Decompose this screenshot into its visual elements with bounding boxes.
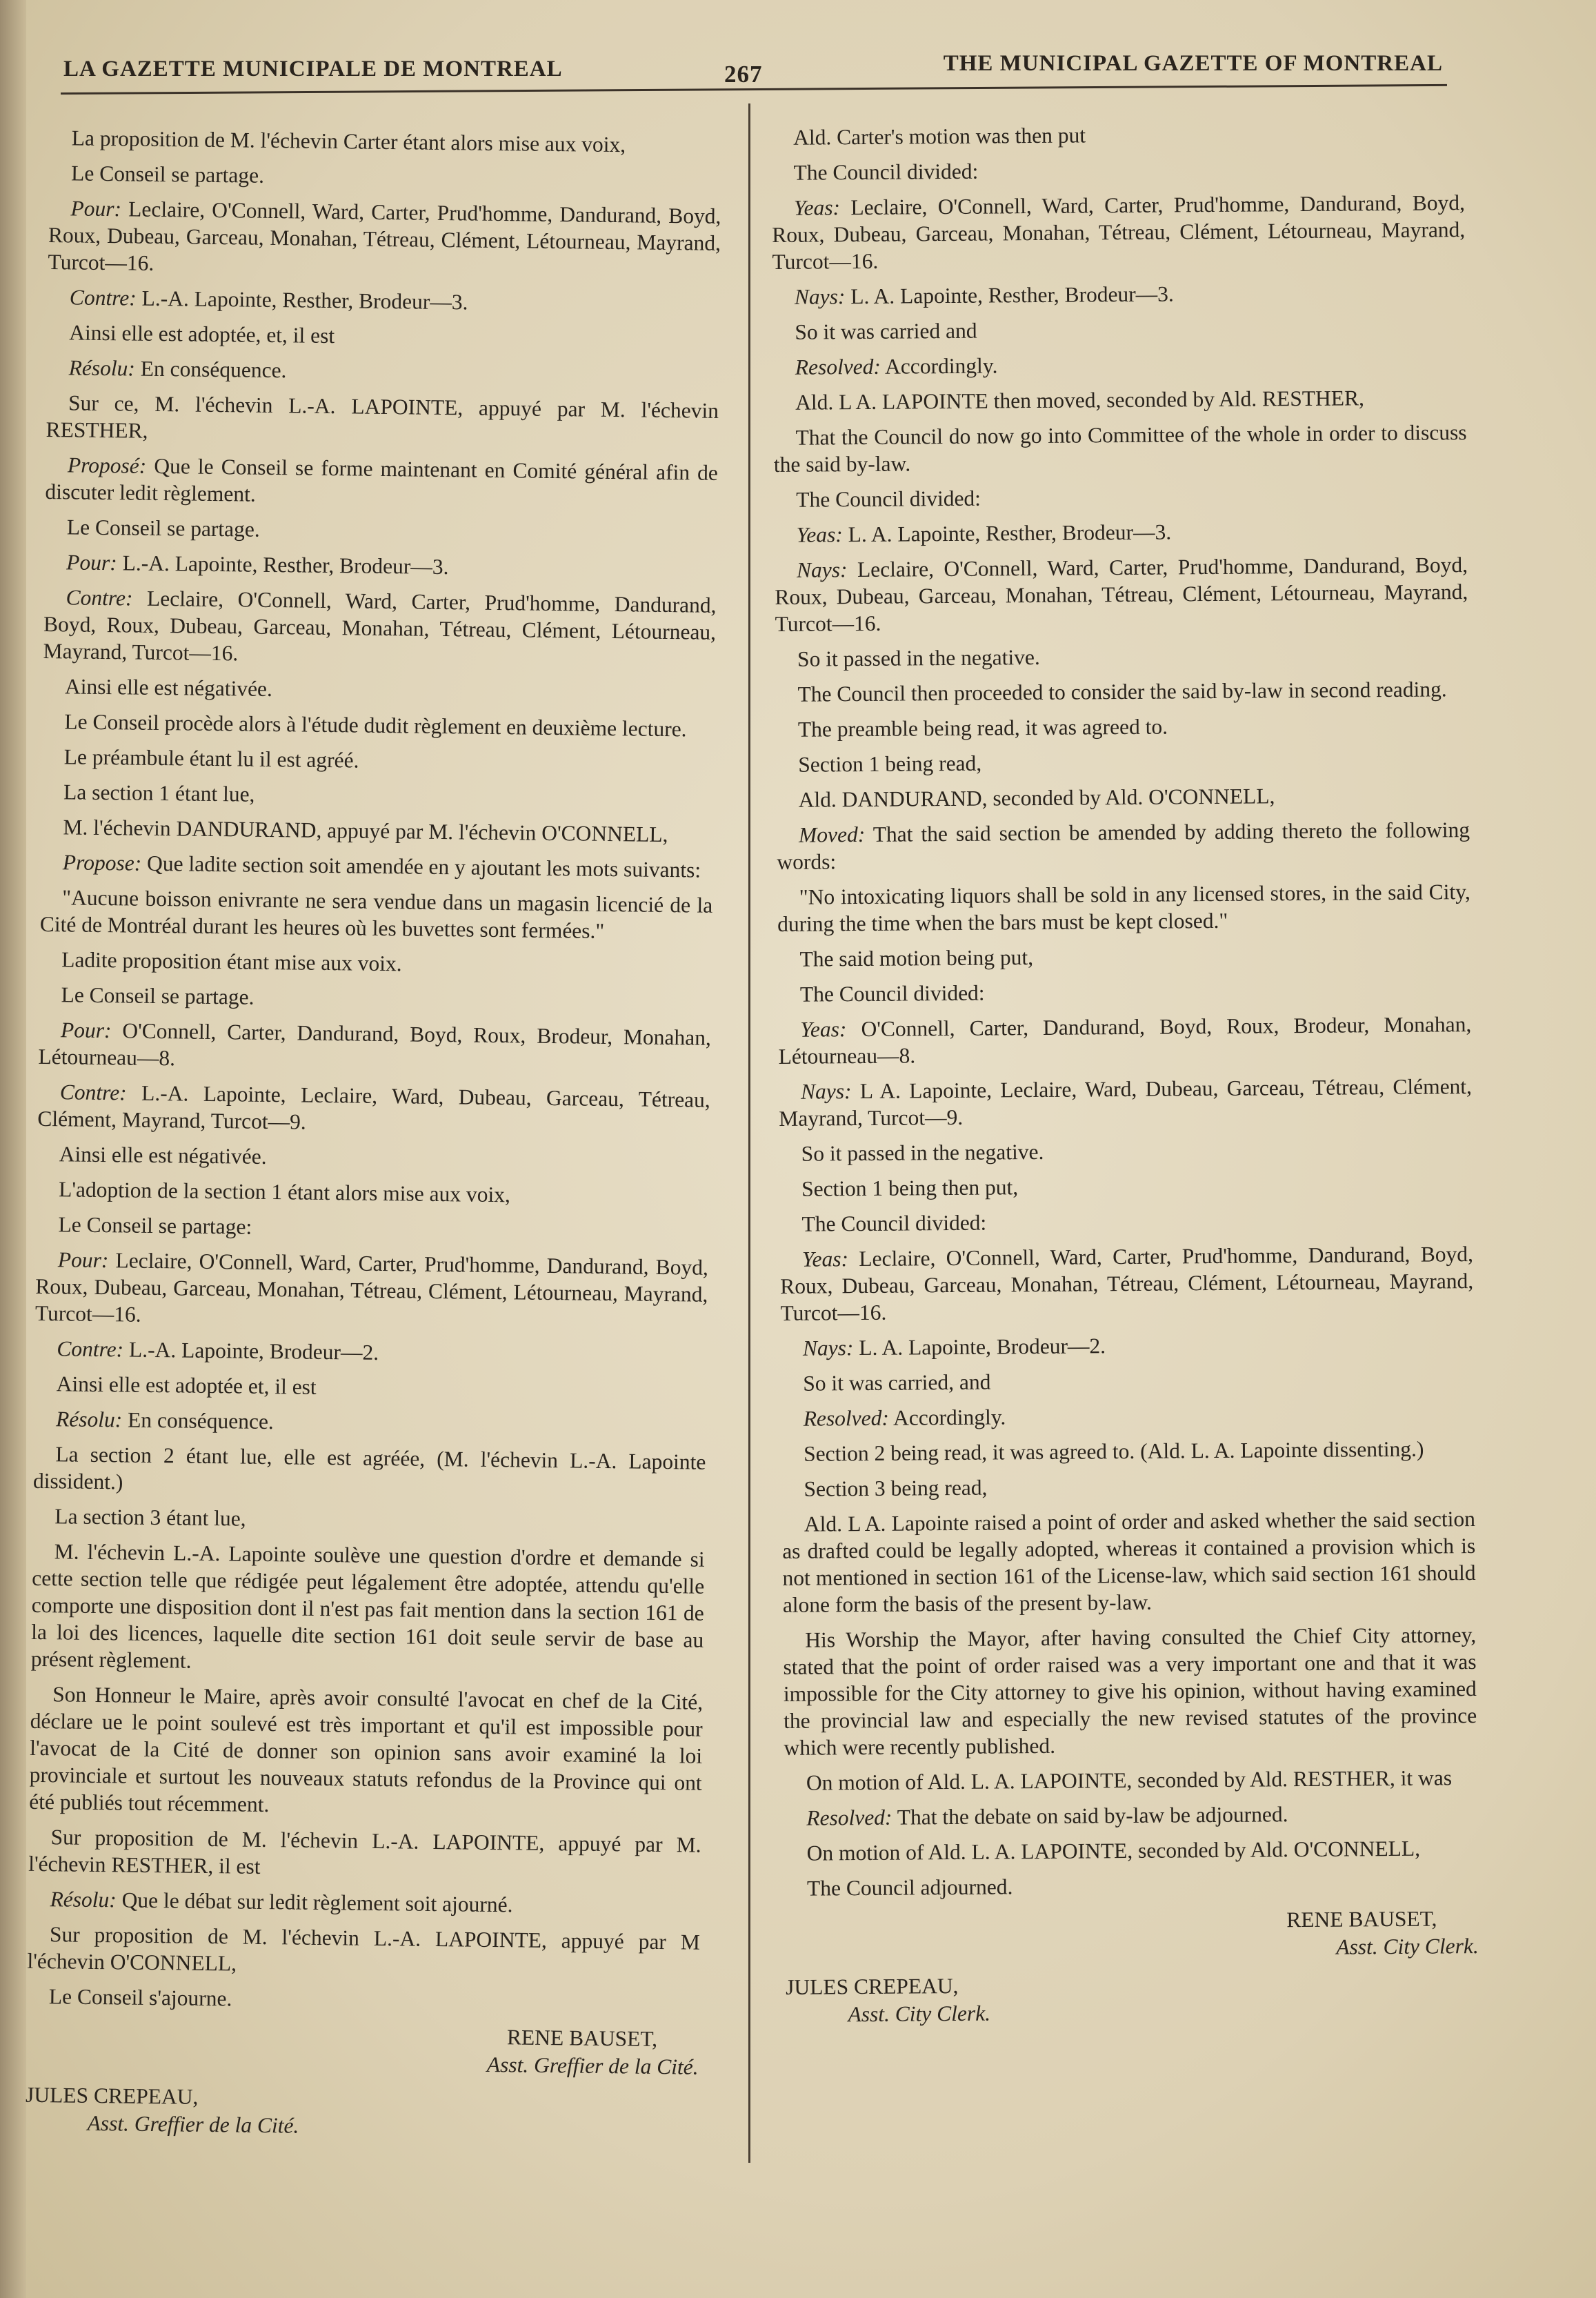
paragraph-text: "Aucune boisson enivrante ne sera vendue dans un magasin licencié de la Cité de Montréal durant les heures où les buvettes sont fermées." <box>39 885 713 943</box>
paragraph <box>774 481 1467 513</box>
paragraph-label: Pour: <box>60 1018 112 1043</box>
paragraph-text: La proposition de M. l'échevin Carter étant alors mise aux voix, <box>71 126 626 157</box>
paragraph-text: O'Connell, Carter, Dandurand, Boyd, Roux, Brodeur, Monahan, Létourneau—8. <box>38 1018 712 1071</box>
paragraph-label: Nays: <box>794 284 846 309</box>
paragraph <box>775 640 1468 673</box>
paragraph-label: Propose: <box>62 850 142 875</box>
paragraph-text: Ainsi elle est adoptée et, il est <box>56 1371 317 1399</box>
paragraph-text: L.-A. Lapointe, Brodeur—2. <box>123 1337 379 1365</box>
paragraph-label: Nays: <box>800 1079 852 1104</box>
paragraph <box>42 708 715 743</box>
page-header <box>63 47 1443 102</box>
paragraph <box>781 1400 1475 1432</box>
paragraph-text: That the debate on said by-law be adjourned. <box>892 1802 1288 1830</box>
paragraph-text: Sur proposition de M. l'échevin L.-A. LAPOINTE, appuyé par M. l'échevin RESTHER, il est <box>28 1825 701 1879</box>
paragraph <box>45 451 718 513</box>
paragraph-text: The said motion being put, <box>799 945 1034 971</box>
paragraph <box>41 849 713 884</box>
paragraph-text: Sur proposition de M. l'échevin L.-A. LAPOINTE, appuyé par M l'échevin O'CONNELL, <box>27 1922 701 1976</box>
paragraph-text: The Council divided: <box>793 159 979 185</box>
paragraph-label: Resolved: <box>806 1805 892 1830</box>
paragraph-text: The Council divided: <box>799 980 985 1007</box>
paragraph-text: So it passed in the negative. <box>801 1139 1044 1166</box>
paragraph-text: Ainsi elle est négativée. <box>64 674 273 702</box>
paragraph-text: The Council divided: <box>801 1210 987 1236</box>
paragraph <box>772 278 1466 310</box>
paragraph-text: Ladite proposition étant mise aux voix. <box>61 947 402 976</box>
paragraph <box>777 816 1470 875</box>
paragraph-text: Section 1 being read, <box>798 751 982 777</box>
paragraph <box>780 1240 1474 1327</box>
paragraph <box>781 1435 1475 1467</box>
paragraph <box>781 1470 1475 1503</box>
paragraph-text: Section 3 being read, <box>804 1475 988 1501</box>
signature-name-bauset: RENE BAUSET, <box>506 2025 658 2051</box>
paragraph-text: Que ladite section soit amendée en y ajoutant les mots suivants: <box>141 851 701 882</box>
paragraph-label: Pour: <box>70 196 122 221</box>
paragraph <box>37 1078 710 1140</box>
binding-edge <box>0 0 26 2298</box>
paragraph <box>43 673 715 708</box>
paragraph-label: Moved: <box>798 822 866 847</box>
paragraph-text: Leclaire, O'Connell, Ward, Carter, Prud'homme, Dandurand, Boyd, Roux, Dubeau, Garceau, Monahan, Tétreau, Clément, Létourneau, Mayrand, Turcot—16. <box>780 1242 1474 1325</box>
paragraph-label: Yeas: <box>793 195 841 220</box>
paragraph-text: Ald. L A. LAPOINTE then moved, seconded by Ald. RESTHER, <box>795 386 1365 415</box>
english-column <box>771 119 1479 2028</box>
paragraph <box>34 1335 707 1370</box>
paragraph-label: Résolu: <box>50 1887 117 1912</box>
paragraph-text: Leclaire, O'Connell, Ward, Carter, Prud'homme, Dandurand, Boyd, Roux, Dubeau, Garceau, Monahan, Tétreau, Clément, Létourneau, Mayrand, Turcot—16. <box>34 1248 709 1327</box>
paragraph-label: Contre: <box>69 285 137 310</box>
paragraph <box>37 1176 709 1211</box>
paragraph-text: O'Connell, Carter, Dandurand, Boyd, Roux, Brodeur, Monahan, Létourneau—8. <box>778 1012 1472 1069</box>
paragraph-text: Que le Conseil se forme maintenant en Comité général afin de discuter ledit règlement. <box>45 453 719 506</box>
paragraph-text: So it was carried, and <box>803 1369 991 1396</box>
paragraph <box>28 1823 701 1885</box>
paragraph-text: L.-A. Lapointe, Resther, Brodeur—3. <box>117 551 449 580</box>
french-signature-block <box>25 2018 699 2143</box>
paragraph-label: Proposé: <box>67 453 147 478</box>
paragraph-text: The Council divided: <box>796 486 981 512</box>
paragraph <box>779 1170 1473 1202</box>
signature-name-bauset: RENE BAUSET, <box>1286 1906 1437 1932</box>
paragraph <box>28 1885 700 1921</box>
paragraph <box>775 675 1468 708</box>
header-left-title: LA GAZETTE MUNICIPALE DE MONTREAL <box>63 57 563 81</box>
paragraph-text: Leclaire, O'Connell, Ward, Carter, Prud'homme, Dandurand, Boyd, Roux, Dubeau, Garceau, Monahan, Tétreau, Clément, Létourneau, Mayrand, Turcot—16. <box>772 190 1466 274</box>
paragraph-text: So it passed in the negative. <box>797 644 1040 671</box>
paragraph <box>31 1538 705 1681</box>
paragraph-text: L.-A. Lapointe, Resther, Brodeur—3. <box>136 286 468 315</box>
paragraph <box>779 1073 1473 1132</box>
paragraph <box>46 389 719 451</box>
paragraph <box>773 348 1466 381</box>
paragraph-text: En conséquence. <box>134 356 287 383</box>
paragraph <box>779 1135 1473 1167</box>
paragraph-text: Le Conseil se partage. <box>61 982 255 1009</box>
signature-title-bauset: Asst. City Clerk. <box>1336 1934 1479 1959</box>
paragraph <box>41 813 713 849</box>
paragraph <box>772 313 1466 346</box>
paragraph <box>777 781 1470 813</box>
paragraph <box>784 1764 1477 1796</box>
signature-title-crepeau: Asst. Greffier de la Cité. <box>87 2110 299 2138</box>
paragraph-text: That the said section be amended by adding thereto the following words: <box>777 818 1470 874</box>
french-paragraphs <box>27 124 722 2018</box>
paragraph <box>50 124 722 159</box>
paragraph <box>39 981 711 1016</box>
paragraph-label: Pour: <box>66 550 117 575</box>
paragraph-label: Nays: <box>802 1336 854 1360</box>
paragraph-text: Ald. L A. Lapointe raised a point of order and asked whether the said section as drafted could be legally adopted, whereas it contained a provision which is not mentioned in section 161 of the License-law, which said section 161 should alone form the basis of the present by-law. <box>782 1507 1476 1617</box>
paragraph-text: Ald. Carter's motion was then put <box>793 123 1086 150</box>
paragraph <box>48 195 721 284</box>
paragraph <box>775 516 1468 548</box>
paragraph-text: Le Conseil procède alors à l'étude dudit règlement en deuxième lecture. <box>64 709 687 742</box>
paragraph <box>27 1921 700 1983</box>
paragraph <box>773 384 1466 416</box>
signature-name-crepeau: JULES CREPEAU, <box>25 2082 199 2109</box>
paragraph-text: Sur ce, M. l'échevin L.-A. LAPOINTE, appuyé par M. l'échevin RESTHER, <box>46 390 719 443</box>
paragraph-text: His Worship the Mayor, after having consulted the Chief City attorney, stated that the point of order raised was a very important one and that it was impossible for the City attorney to give his opinion, without having examined the provincial law and especially the new revised statutes of the province which were recently published. <box>783 1623 1477 1760</box>
paragraph-text: The preamble being read, it was agreed to. <box>797 714 1168 742</box>
french-column <box>25 124 722 2143</box>
paragraph-label: Nays: <box>796 557 848 582</box>
paragraph-text: On motion of Ald. L. A. LAPOINTE, seconded by Ald. RESTHER, it was <box>806 1765 1453 1795</box>
paragraph-text: Le Conseil s'ajourne. <box>48 1984 232 2011</box>
paragraph-label: Yeas: <box>800 1017 847 1042</box>
paragraph-text: La section 2 étant lue, elle est agréée, (M. l'échevin L.-A. Lapointe dissident.) <box>32 1442 706 1494</box>
paragraph-text: Le préambule étant lu il est agréé. <box>63 744 359 773</box>
paragraph-text: On motion of Ald. L. A. LAPOINTE, seconded by Ald. O'CONNELL, <box>806 1836 1421 1865</box>
paragraph <box>40 884 713 946</box>
paragraph-text: Le Conseil se partage. <box>70 161 265 188</box>
paragraph-text: Son Honneur le Maire, après avoir consulté l'avocat en chef de la Cité, déclare ue le point soulevé est très important et qu'il est impossible pour l'avocat de la Cité de donner son opinion sans avoir examiné la loi provinciale et surtout les nouveaux statuts refondus de la Province qui ont été publiés tout récemment. <box>29 1682 704 1817</box>
paragraph <box>33 1440 706 1503</box>
english-paragraphs <box>771 119 1478 1902</box>
paragraph-text: M. l'échevin DANDURAND, appuyé par M. l'échevin O'CONNELL, <box>63 815 668 847</box>
paragraph-text: "No intoxicating liquors shall be sold in any licensed stores, in the said City, during the time when the bars must be kept closed." <box>777 880 1470 936</box>
paragraph <box>771 154 1464 186</box>
paragraph <box>772 189 1466 275</box>
paragraph <box>35 1246 708 1335</box>
paragraph <box>44 548 717 584</box>
paragraph <box>775 551 1468 637</box>
paragraph <box>27 1983 699 2018</box>
paragraph-label: Yeas: <box>796 522 843 547</box>
paragraph <box>785 1870 1478 1902</box>
paragraph <box>47 319 719 354</box>
paragraph-text: Ald. DANDURAND, seconded by Ald. O'CONNELL, <box>798 784 1275 812</box>
paragraph-text: Le Conseil se partage: <box>58 1212 252 1239</box>
paragraph-label: Contre: <box>66 585 133 611</box>
paragraph-label: Resolved: <box>795 354 881 379</box>
column-divider <box>748 103 750 2163</box>
paragraph <box>773 419 1467 478</box>
paragraph <box>778 1011 1472 1070</box>
paragraph-text: L. A. Lapointe, Resther, Brodeur—3. <box>842 519 1172 547</box>
signature-title-bauset: Asst. Greffier de la Cité. <box>486 2052 699 2079</box>
paragraph <box>36 1211 708 1246</box>
paragraph-text: Section 2 being read, it was agreed to. (Ald. L. A. Lapointe dissenting.) <box>804 1436 1424 1466</box>
paragraph-text: Leclaire, O'Connell, Ward, Carter, Prud'homme, Dandurand, Boyd, Roux, Dubeau, Garceau, Monahan, Tétreau, Clément, Létourneau, Mayrand, Turcot—16. <box>775 553 1468 636</box>
paragraph <box>38 1016 711 1078</box>
paragraph <box>783 1621 1477 1761</box>
paragraph-text: L'adoption de la section 1 étant alors mise aux voix, <box>58 1177 511 1207</box>
paragraph <box>41 778 714 813</box>
paragraph-text: Le Conseil se partage. <box>66 515 260 542</box>
paragraph <box>771 119 1464 151</box>
page-number: 267 <box>724 61 763 88</box>
signature-name-crepeau: JULES CREPEAU, <box>786 1973 959 1999</box>
paragraph <box>49 159 721 195</box>
paragraph <box>777 940 1470 973</box>
paragraph-text: L.-A. Lapointe, Leclaire, Ward, Dubeau, Garceau, Tétreau, Clément, Mayrand, Turcot—9. <box>37 1080 711 1134</box>
paragraph-text: M. l'échevin L.-A. Lapointe soulève une question d'ordre et demande si cette section telle que rédigée peut légalement être adoptée, attendu qu'elle comporte une disposition dont il n'est pas fait mention dans la section 161 de la loi des licences, laquelle dite section 161 doit seule servir de base au présent règlement. <box>30 1539 705 1673</box>
paragraph <box>32 1503 705 1538</box>
paragraph-text: Leclaire, O'Connell, Ward, Carter, Prud'homme, Dandurand, Boyd, Roux, Dubeau, Garceau, Monahan, Tétreau, Clément, Létourneau, Mayrand, Turcot—16. <box>43 586 717 666</box>
paragraph-label: Pour: <box>57 1247 109 1273</box>
paragraph-text: En conséquence. <box>122 1407 275 1434</box>
paragraph-label: Résolu: <box>68 355 136 381</box>
paragraph-text: So it was carried and <box>795 318 977 344</box>
paragraph-text: La section 3 étant lue, <box>54 1504 246 1531</box>
paragraph <box>779 1205 1473 1238</box>
paragraph-label: Contre: <box>59 1080 127 1105</box>
paragraph <box>776 711 1469 743</box>
paragraph-text: Section 1 being then put, <box>801 1175 1019 1201</box>
paragraph-label: Contre: <box>57 1336 124 1362</box>
header-right-title: THE MUNICIPAL GAZETTE OF MONTREAL <box>943 51 1443 76</box>
paragraph <box>784 1799 1477 1832</box>
paragraph <box>34 1370 706 1405</box>
paragraph-text: The Council then proceeded to consider the said by-law in second reading. <box>797 677 1447 706</box>
paragraph-text: The Council adjourned. <box>806 1874 1013 1901</box>
english-signature-block <box>785 1905 1479 2028</box>
paragraph-text: Ainsi elle est négativée. <box>59 1142 267 1169</box>
paragraph-text: Leclaire, O'Connell, Ward, Carter, Prud'homme, Dandurand, Boyd, Roux, Dubeau, Garceau, Monahan, Tétreau, Clément, Létourneau, Mayrand, Turcot—16. <box>48 197 721 275</box>
paragraph <box>34 1405 706 1440</box>
paragraph-text: Que le débat sur ledit règlement soit ajourné. <box>116 1888 513 1917</box>
paragraph <box>785 1834 1478 1867</box>
paragraph-text: Ainsi elle est adoptée, et, il est <box>69 320 335 348</box>
paragraph <box>777 878 1471 938</box>
signature-title-crepeau: Asst. City Clerk. <box>848 2001 991 2027</box>
paragraph-label: Yeas: <box>801 1247 849 1271</box>
paragraph <box>29 1681 703 1823</box>
paragraph-text: That the Council do now go into Committee of the whole in order to discuss the said by-law. <box>773 420 1467 477</box>
paragraph <box>37 1140 710 1176</box>
paragraph <box>782 1505 1476 1618</box>
paragraph <box>48 284 720 319</box>
paragraph-label: Resolved: <box>803 1405 890 1431</box>
paragraph-text: L. A. Lapointe, Brodeur—2. <box>853 1334 1106 1360</box>
paragraph <box>776 746 1469 778</box>
paragraph-text: Accordingly. <box>888 1405 1006 1430</box>
paragraph-text: Accordingly. <box>880 353 998 379</box>
paragraph <box>778 975 1471 1008</box>
paragraph <box>43 584 716 673</box>
paragraph-text: L A. Lapointe, Leclaire, Ward, Dubeau, Garceau, Tétreau, Clément, Mayrand, Turcot—9. <box>779 1074 1473 1131</box>
paragraph <box>42 743 715 778</box>
paragraph-text: L. A. Lapointe, Resther, Brodeur—3. <box>845 281 1174 309</box>
paragraph <box>46 354 719 389</box>
paragraph <box>39 946 712 981</box>
paragraph <box>781 1329 1474 1362</box>
paragraph <box>45 513 717 548</box>
paragraph-label: Résolu: <box>55 1407 123 1432</box>
paragraph-text: La section 1 étant lue, <box>63 780 255 806</box>
paragraph <box>781 1365 1474 1397</box>
